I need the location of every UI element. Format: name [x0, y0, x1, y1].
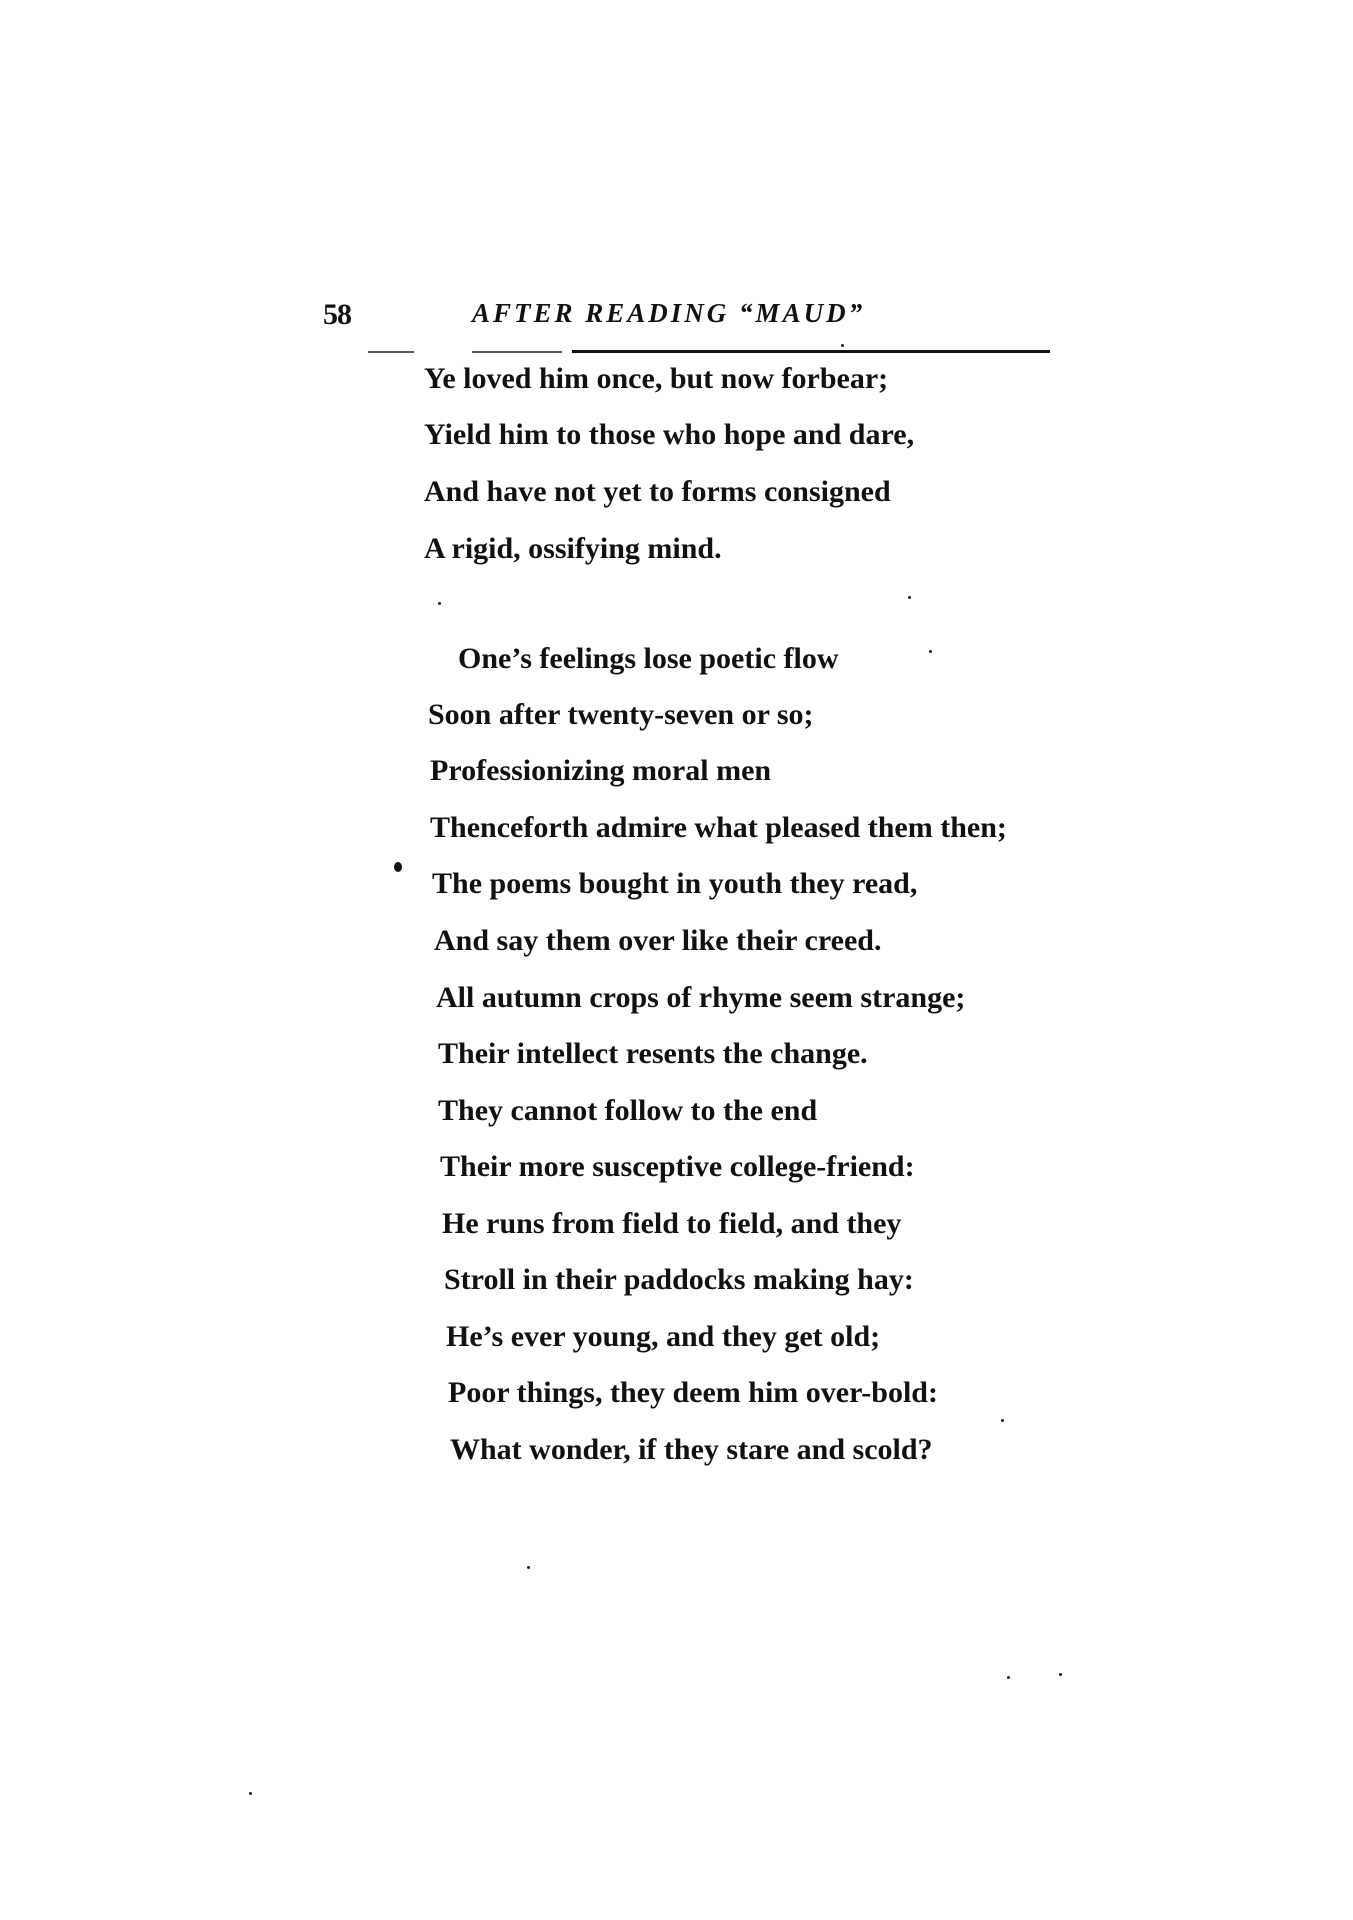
header-rule — [572, 350, 1050, 353]
verse-line: Their more susceptive college-friend: — [440, 1150, 915, 1183]
verse-line: And say them over like their creed. — [434, 924, 882, 957]
scan-speck — [249, 1792, 252, 1795]
scan-speck — [1007, 1676, 1010, 1679]
verse-line: He runs from field to field, and they — [442, 1207, 902, 1240]
margin-mark — [394, 862, 402, 872]
scan-speck — [438, 602, 441, 605]
verse-line: The poems bought in youth they read, — [432, 867, 918, 900]
verse-line: Their intellect resents the change. — [438, 1037, 868, 1070]
verse-line: Soon after twenty-seven or so; — [428, 698, 814, 731]
verse-line: And have not yet to forms consigned — [424, 475, 891, 508]
verse-line: Yield him to those who hope and dare, — [424, 418, 915, 451]
verse-line: Poor things, they deem him over-bold: — [448, 1376, 938, 1409]
scan-speck — [908, 596, 911, 599]
verse-line: What wonder, if they stare and scold? — [450, 1433, 933, 1466]
header-rule-fragment — [472, 351, 562, 353]
verse-line: Professionizing moral men — [430, 754, 772, 787]
header-rule-fragment — [368, 351, 414, 353]
scan-speck — [1059, 1673, 1062, 1676]
verse-line: He’s ever young, and they get old; — [446, 1320, 881, 1353]
verse-line: Thenceforth admire what pleased them then; — [430, 811, 1007, 844]
verse-line: Ye loved him once, but now forbear; — [424, 362, 889, 395]
scan-speck — [841, 344, 844, 347]
verse-line: They cannot follow to the end — [438, 1094, 818, 1127]
verse-line: All autumn crops of rhyme seem strange; — [436, 981, 966, 1014]
running-title: AFTER READING “MAUD” — [472, 298, 866, 328]
verse-line: One’s feelings lose poetic flow — [458, 642, 839, 675]
verse-line: Stroll in their paddocks making hay: — [444, 1263, 914, 1296]
page-number: 58 — [323, 298, 351, 331]
scan-speck — [527, 1566, 530, 1569]
scan-speck — [1001, 1419, 1004, 1422]
verse-line: A rigid, ossifying mind. — [424, 532, 722, 565]
scan-speck — [929, 650, 932, 653]
